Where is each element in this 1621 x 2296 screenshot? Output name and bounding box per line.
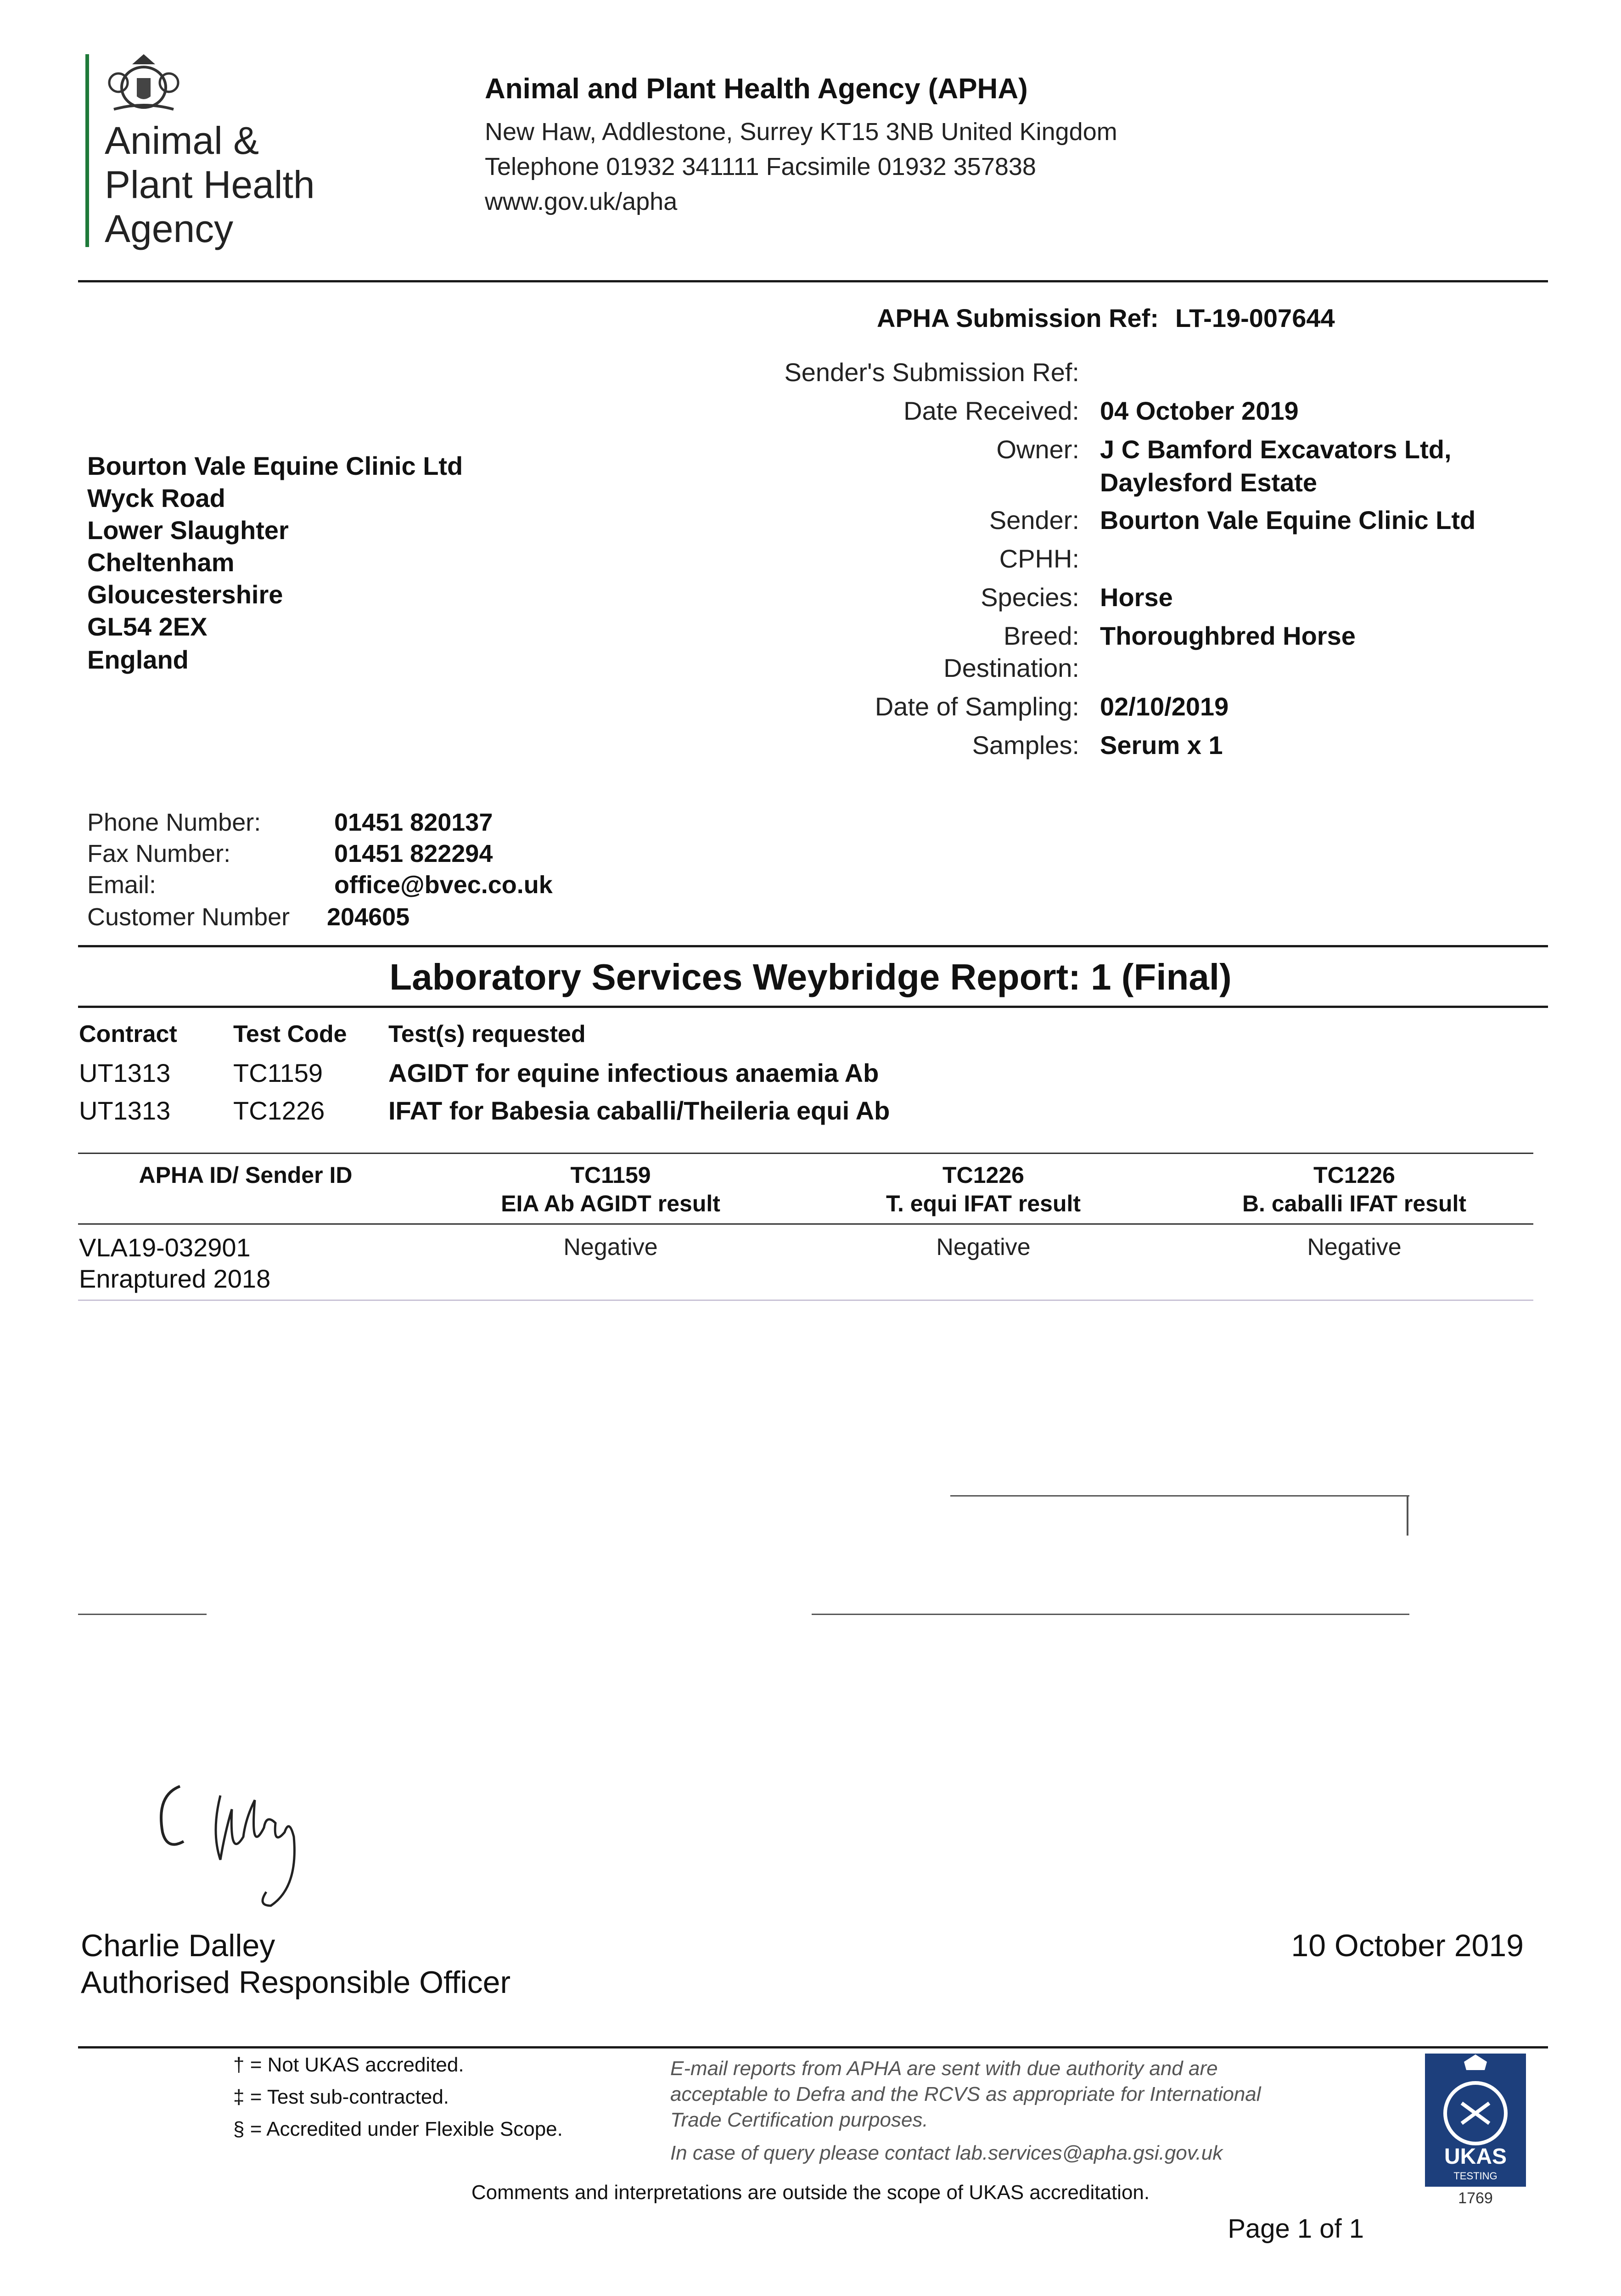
field-label: Breed: (1004, 621, 1079, 650)
submission-ref-value: LT-19-007644 (1175, 304, 1335, 332)
field-value: Bourton Vale Equine Clinic Ltd (1100, 506, 1476, 535)
field-label: CPHH: (999, 544, 1079, 573)
results-header-col3-code: TC1226 (1313, 1162, 1395, 1188)
logo-text-line-1: Animal & (105, 119, 259, 162)
results-header-col2-code: TC1226 (942, 1162, 1024, 1188)
recipient-line: Lower Slaughter (87, 516, 289, 545)
email-link[interactable]: office@bvec.co.uk (334, 871, 553, 899)
results-header-col2-name: T. equi IFAT result (886, 1191, 1081, 1216)
report-date: 10 October 2019 (1291, 1928, 1524, 1963)
query-note: In case of query please contact lab.services@apha.gsi.gov.uk (670, 2142, 1223, 2164)
field-label: Samples: (972, 731, 1079, 760)
phone-value: 01451 820137 (334, 809, 493, 836)
result-apha-id: VLA19-032901 (79, 1233, 251, 1262)
results-header-col3-name: B. caballi IFAT result (1242, 1191, 1467, 1216)
test-contract: UT1313 (79, 1058, 171, 1087)
email-label: Email: (87, 871, 157, 899)
field-value: Daylesford Estate (1100, 468, 1318, 497)
field-value: 02/10/2019 (1100, 692, 1229, 721)
results-header-rule (78, 1223, 1533, 1225)
recipient-line: GL54 2EX (87, 612, 208, 641)
field-value: J C Bamford Excavators Ltd, (1100, 435, 1452, 464)
phone-label: Phone Number: (87, 809, 261, 836)
field-label: Date of Sampling: (875, 692, 1079, 721)
fax-label: Fax Number: (87, 840, 231, 867)
footer-divider (78, 2046, 1548, 2048)
page-number: Page 1 of 1 (1228, 2214, 1364, 2244)
signatory-name: Charlie Dalley (81, 1928, 275, 1963)
field-value: Horse (1100, 583, 1173, 612)
recipient-line: Cheltenham (87, 548, 235, 577)
result-t-equi-ifat: Negative (936, 1234, 1031, 1261)
test-contract: UT1313 (79, 1096, 171, 1125)
footnote-sub-contracted: ‡ = Test sub-contracted. (233, 2086, 449, 2108)
test-requested: IFAT for Babesia caballi/Theileria equi Ab (388, 1096, 890, 1125)
submission-ref-label: APHA Submission Ref: (877, 304, 1159, 332)
email-note-line: Trade Certification purposes. (670, 2109, 928, 2131)
test-requested: AGIDT for equine infectious anaemia Ab (388, 1058, 879, 1087)
results-header-col1-code: TC1159 (570, 1162, 651, 1188)
signature-image (151, 1768, 326, 1919)
report-title-bottom-rule (78, 1006, 1548, 1008)
tests-header-contract: Contract (79, 1021, 177, 1047)
tests-header-code: Test Code (233, 1021, 347, 1047)
fax-value: 01451 822294 (334, 840, 493, 867)
logo-text-line-2: Plant Health (105, 163, 315, 206)
recipient-line: Bourton Vale Equine Clinic Ltd (87, 451, 463, 480)
field-label: Date Received: (903, 396, 1079, 425)
customer-number-value: 204605 (327, 903, 410, 931)
scan-artifact-line (812, 1614, 1409, 1615)
result-b-caballi-ifat: Negative (1307, 1234, 1402, 1261)
results-bottom-rule (78, 1300, 1533, 1301)
field-label: Sender's Submission Ref: (784, 358, 1079, 387)
scan-artifact-line (950, 1495, 1409, 1497)
result-sender-id: Enraptured 2018 (79, 1264, 271, 1293)
results-header-id: APHA ID/ Sender ID (139, 1162, 353, 1188)
ukas-sub: TESTING (1453, 2170, 1498, 2182)
field-label: Destination: (943, 653, 1079, 682)
footnote-not-accredited: † = Not UKAS accredited. (233, 2054, 464, 2076)
royal-crest-icon (105, 51, 183, 115)
header-divider (78, 280, 1548, 282)
customer-number-label: Customer Number (87, 903, 290, 931)
report-title: Laboratory Services Weybridge Report: 1 (Final) (389, 957, 1232, 997)
agency-web-link[interactable]: www.gov.uk/apha (485, 188, 678, 215)
ukas-comment: Comments and interpretations are outside the scope of UKAS accreditation. (471, 2181, 1150, 2204)
field-value: 04 October 2019 (1100, 396, 1299, 425)
logo-text-line-3: Agency (105, 207, 234, 250)
agency-address: New Haw, Addlestone, Surrey KT15 3NB United Kingdom (485, 118, 1117, 146)
ukas-label: UKAS (1444, 2144, 1507, 2169)
field-label: Owner: (996, 435, 1079, 464)
recipient-line: Gloucestershire (87, 580, 283, 609)
results-header-col1-name: EIA Ab AGIDT result (501, 1191, 720, 1216)
email-note-line: acceptable to Defra and the RCVS as appropriate for International (670, 2083, 1261, 2105)
test-code: TC1226 (233, 1096, 325, 1125)
field-value: Serum x 1 (1100, 731, 1223, 760)
field-label: Species: (981, 583, 1079, 612)
scan-artifact-line (1407, 1495, 1408, 1536)
ukas-number: 1769 (1458, 2189, 1493, 2207)
agency-name: Animal and Plant Health Agency (APHA) (485, 73, 1028, 105)
agency-phone: Telephone 01932 341111 Facsimile 01932 357838 (485, 153, 1036, 180)
field-value: Thoroughbred Horse (1100, 621, 1356, 650)
recipient-line: England (87, 645, 189, 674)
recipient-line: Wyck Road (87, 484, 225, 512)
results-top-rule (78, 1153, 1533, 1154)
footnote-flexible-scope: § = Accredited under Flexible Scope. (233, 2118, 563, 2140)
signatory-role: Authorised Responsible Officer (81, 1965, 511, 2000)
test-code: TC1159 (233, 1058, 323, 1087)
result-eia-agidt: Negative (563, 1234, 658, 1261)
email-note-line: E-mail reports from APHA are sent with due authority and are (670, 2057, 1218, 2080)
ukas-logo (1425, 2054, 1526, 2187)
tests-header-requested: Test(s) requested (388, 1021, 586, 1047)
scan-artifact-line (78, 1614, 207, 1615)
report-title-top-rule (78, 945, 1548, 947)
field-label: Sender: (989, 506, 1079, 535)
logo-accent-bar (85, 54, 89, 247)
